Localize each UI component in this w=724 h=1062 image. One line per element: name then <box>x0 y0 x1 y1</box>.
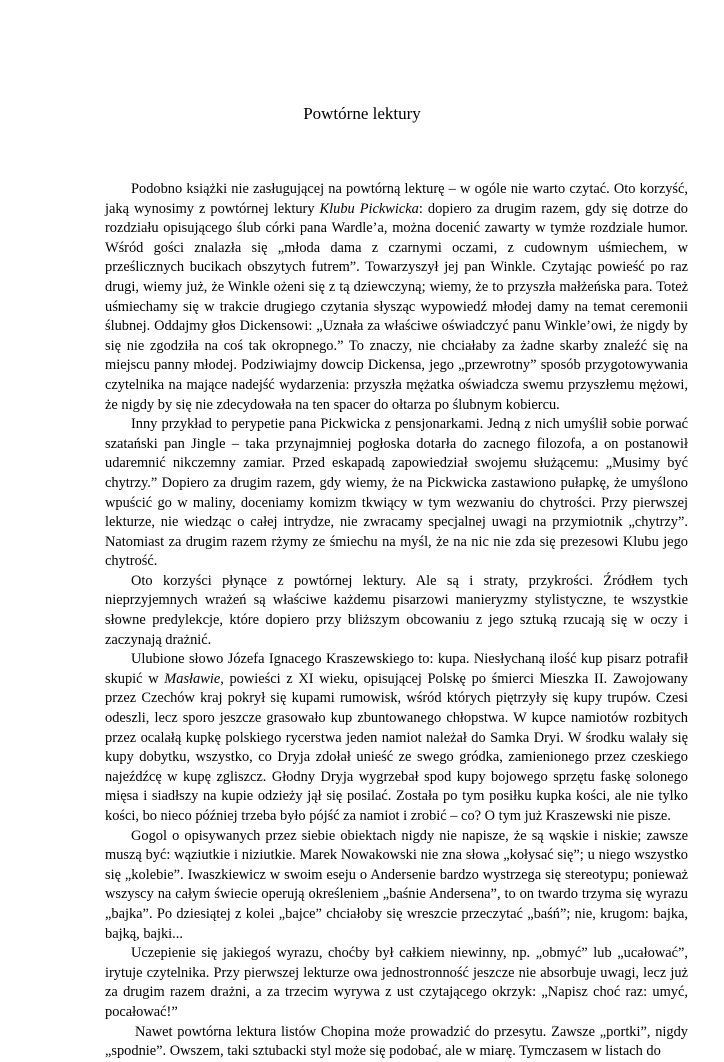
paragraph-7-text: Nawet powtórna lektura listów Chopina może prowadzić do przesytu. Zawsze „portki”, nigdy „spodnie”. Owszem, taki sztubacki styl może się podobać, ale w miarę. Tymczasem w listach do <box>105 1023 688 1060</box>
paragraph-4 <box>105 650 688 826</box>
document-title: Powtórne lektury <box>303 104 421 123</box>
paragraph-6-text: Uczepienie się jakiegoś wyrazu, choćby był całkiem niewinny, np. „obmyć” lub „ucałować”, irytuje czytelnika. Przy pierwszej lekturze owa jednostronność jeszcze nie absorbuje uwagi, lecz już za drugim razem drażni, a za trzecim wyrywa z ust czytającego okrzyk: „Napisz choć raz: umyć, pocałować!” <box>105 945 688 1020</box>
paragraph-1-text: Podobno książki nie zasługującej na powtórną lekturę – w ogóle nie warto czytać. Oto korzyść, jaką wynosimy z powtórnej lektury <box>105 181 688 217</box>
paragraph-2-text: Inny przykład to perypetie pana Pickwicka z pensjonarkami. Jedną z nich umyślił sobie porwać szatański pan Jingle – taka przynajmniej pogłoska dotarła do zacnego filozofa, a on postanowił udaremnić nikczemny zamiar. Przed eskapadą zapowiedział swojemu służącemu: „Musimy być chytrzy.” Dopiero za drugim razem, gdy wiemy, że na Pickwicka zastawiono pułapkę, że umyślono wpuścić go w maliny, doceniamy komizm tkwiący w tym wezwaniu do chytrości. Przy pierwszej lekturze, nie wiedząc o całej intrydze, nie zwracamy specjalnej uwagi na przymiotnik „chytrzy”. Natomiast za drugim razem rżymy ze śmiechu na myśl, że na nic nie zda się prezesowi Klubu jego chytrość. <box>105 416 688 570</box>
paragraph-5 <box>105 827 688 945</box>
paragraph-3-text: Oto korzyści płynące z powtórnej lektury. Ale są i straty, przykrości. Źródłem tych nieprzyjemnych wrażeń są właściwe każdemu pisarzowi manieryzmy stylistyczne, te wszystkie słowne predylekcje, które dopiero przy bliższym obcowaniu z jego sztuką rzucają się w oczy i zaczynają drażnić. <box>105 572 688 648</box>
book-title-klub-pickwicka: Klubu Pickwicka <box>319 200 419 217</box>
paragraph-2 <box>105 415 688 572</box>
paragraph-4-text: Ulubione słowo Józefa Ignacego Kraszewskiego to: kupa. Niesłychaną ilość kup pisarz potrafił skupić w <box>105 651 688 687</box>
paragraph-5-text: Gogol o opisywanych przez siebie obiektach nigdy nie napisze, że są wąskie i niskie; zawsze muszą być: wąziutkie i niziutkie. Marek Nowakowski nie zna słowa „kołysać się”; u niego wszystko się „kolebie”. Iwaszkiewicz w swoim eseju o Andersenie bardzo wystrzega się stereotypu; ponieważ wszyscy na całym świecie operują określeniem „baśnie Andersena”, to on twardo trzyma się wyrazu „bajka”. Po dziesiątej z kolei „bajce” chciałoby się wreszcie przeczytać „baśń”; nie, krugom: bajka, bajką, bajki... <box>105 827 688 942</box>
paragraph-4-text-cont: , powieści z XI wieku, opisującej Polskę po śmierci Mieszka II. Zawojowany przez Czechów kraj pokrył się kupami rumowisk, wśród których piętrzyły się kupy trupów. Czesi odeszli, lecz sporo jeszcze grasowało kup zbuntowanego chłopstwa. W kupce namiotów rozbitych przez ocalałą kupkę polskiego rycerstwa jeden namiot należał do Samka Dryi. W środku walały się kupy dobytku, wszystko, co Dryja zdołał unieść ze swego gródka, zamienionego przez czeskiego najeźdźcę w kupę zgliszcz. Głodny Dryja wygrzebał spod kupy bojowego sprzętu faskę solonego mięsa i siadłszy na kupie odzieży jął się posilać. Została po tym posiłku kupka kości, ale nie tylko kości, bo nieco później trzeba było pójść za namiot i zrobić – co? O tym już Kraszewski nie pisze. <box>105 670 688 824</box>
paragraph-1-text-cont: : dopiero za drugim razem, gdy się dotrze do rozdziału opisującego ślub córki pana Wardle’a, można docenić zawarty w tymże rozdziale humor. Wśród gości znalazła się „młoda dama z czarnymi oczami, z cudownym uśmiechem, w prześlicznych bucikach obszytych futrem”. Towarzyszył jej pan Winkle. Czytając powieść po raz drugi, wiemy już, że Winkle ożeni się z tą dziewczyną; wiemy, że to przyszła małżeńska para. Toteż uśmiechamy się w trakcie drugiego czytania słysząc wypowiedź młodej damy na temat ceremonii ślubnej. Oddajmy głos Dickensowi: „Uznała za właściwe oświadczyć panu Winkle’owi, że nigdy by się nie zgodziła na coś tak okropnego.” To znaczy, nie chciałaby za żadne skarby znaleźć się na miejscu panny młodej. Podziwiajmy dowcip Dickensa, jego „przewrotny” sposób przygotowywania czytelnika na mające nadejść wydarzenia: przyszła mężatka oświadcza swemu przyszłemu mężowi, że nigdy by się nie zdecydowała na ten spacer do ołtarza po ślubnym kobiercu. <box>105 200 688 413</box>
document-body <box>105 180 688 1062</box>
paragraph-3 <box>105 572 688 650</box>
paragraph-6 <box>105 944 688 1022</box>
book-title-maslaw: Masławie <box>164 670 221 687</box>
paragraph-1 <box>105 180 688 415</box>
paragraph-7 <box>105 1023 688 1062</box>
